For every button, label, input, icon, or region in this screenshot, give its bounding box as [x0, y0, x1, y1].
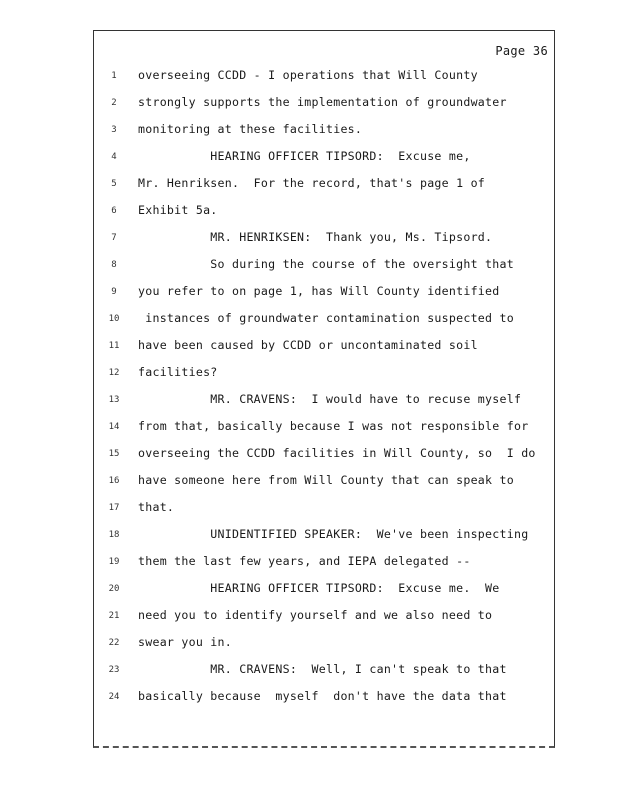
line-number: 21	[108, 611, 120, 621]
transcript-line	[94, 279, 554, 306]
line-number: 2	[111, 98, 117, 108]
transcript-line	[94, 603, 554, 630]
line-text: overseeing CCDD - I operations that Will County	[138, 68, 478, 82]
line-text: strongly supports the implementation of groundwater	[138, 95, 507, 109]
transcript-line	[94, 225, 554, 252]
transcript-line	[94, 387, 554, 414]
line-number: 18	[108, 530, 120, 540]
transcript-line	[94, 144, 554, 171]
line-number: 17	[108, 503, 120, 513]
transcript-line	[94, 198, 554, 225]
transcript-line	[94, 441, 554, 468]
line-number: 14	[108, 422, 120, 432]
transcript-line	[94, 468, 554, 495]
transcript-line	[94, 630, 554, 657]
line-number: 1	[111, 71, 117, 81]
line-number: 3	[111, 125, 117, 135]
line-text: have someone here from Will County that can speak to	[138, 473, 514, 487]
line-text: you refer to on page 1, has Will County identified	[138, 284, 500, 298]
line-text: instances of groundwater contamination suspected to	[138, 311, 514, 325]
line-text: overseeing the CCDD facilities in Will County, so I do	[138, 446, 536, 460]
transcript-line	[94, 252, 554, 279]
line-number: 6	[111, 206, 117, 216]
line-number: 24	[108, 692, 120, 702]
line-text: HEARING OFFICER TIPSORD: Excuse me. We	[138, 581, 500, 595]
transcript-line	[94, 495, 554, 522]
line-text: that.	[138, 500, 175, 514]
line-text: MR. CRAVENS: Well, I can't speak to that	[138, 662, 507, 676]
transcript-line	[94, 549, 554, 576]
transcript-line	[94, 657, 554, 684]
line-text: monitoring at these facilities.	[138, 122, 363, 136]
line-number: 5	[111, 179, 117, 189]
line-number: 16	[108, 476, 120, 486]
line-number: 9	[111, 287, 117, 297]
line-number: 7	[111, 233, 117, 243]
line-text: have been caused by CCDD or uncontaminated soil	[138, 338, 478, 352]
transcript-line	[94, 576, 554, 603]
line-text: MR. CRAVENS: I would have to recuse myself	[138, 392, 522, 406]
line-text: UNIDENTIFIED SPEAKER: We've been inspecting	[138, 527, 529, 541]
transcript-line	[94, 360, 554, 387]
transcript-page	[93, 30, 555, 748]
line-number: 4	[111, 152, 117, 162]
transcript-line	[94, 522, 554, 549]
line-number: 15	[108, 449, 120, 459]
line-number: 11	[108, 341, 120, 351]
line-number: 22	[108, 638, 120, 648]
line-text: need you to identify yourself and we also need to	[138, 608, 493, 622]
transcript-line	[94, 306, 554, 333]
line-text: MR. HENRIKSEN: Thank you, Ms. Tipsord.	[138, 230, 493, 244]
transcript-line	[94, 63, 554, 90]
transcript-line	[94, 684, 554, 711]
line-text: Mr. Henriksen. For the record, that's page 1 of	[138, 176, 486, 190]
line-text: facilities?	[138, 365, 218, 379]
line-text: HEARING OFFICER TIPSORD: Excuse me,	[138, 149, 471, 163]
transcript-line	[94, 333, 554, 360]
page-number: Page 36	[495, 44, 548, 58]
line-number: 12	[108, 368, 120, 378]
line-number: 23	[108, 665, 120, 675]
line-number: 19	[108, 557, 120, 567]
line-text: So during the course of the oversight that	[138, 257, 514, 271]
line-text: basically because myself don't have the data that	[138, 689, 507, 703]
line-text: from that, basically because I was not responsible for	[138, 419, 529, 433]
line-text: swear you in.	[138, 635, 232, 649]
transcript-line	[94, 117, 554, 144]
line-number: 13	[108, 395, 120, 405]
line-text: them the last few years, and IEPA delegated --	[138, 554, 471, 568]
line-number: 20	[108, 584, 120, 594]
line-number: 10	[108, 314, 120, 324]
line-number: 8	[111, 260, 117, 270]
line-text: Exhibit 5a.	[138, 203, 218, 217]
transcript-line	[94, 414, 554, 441]
transcript-line	[94, 90, 554, 117]
transcript-line	[94, 171, 554, 198]
